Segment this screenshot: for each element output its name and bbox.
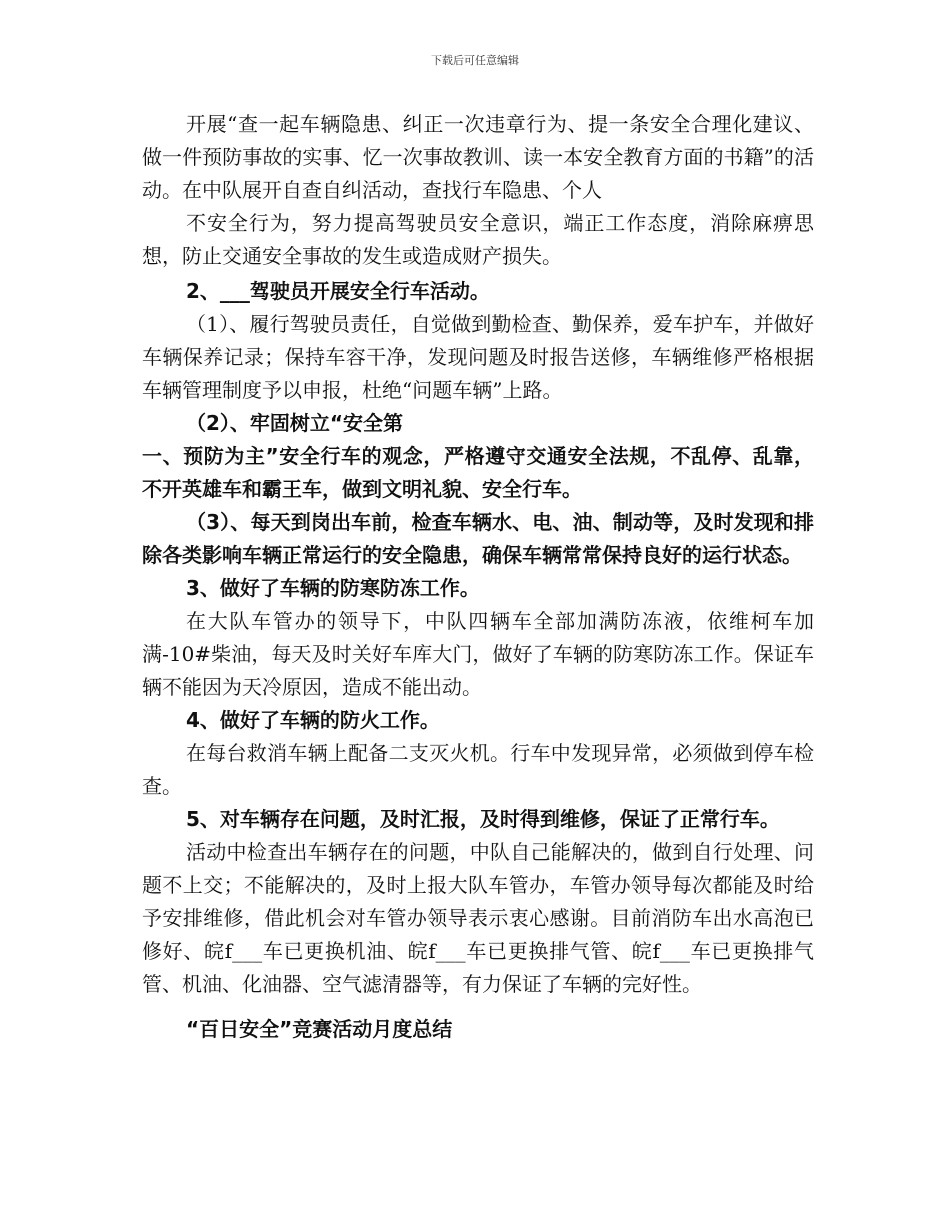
paragraph: 不安全行为，努力提高驾驶员安全意识，端正工作态度，消除麻痹思想，防止交通安全事故的发生或造成财产损失。	[142, 211, 814, 268]
paragraph: 在每台救消车辆上配备二支灭火机。行车中发现异常，必须做到停车检查。	[142, 741, 814, 798]
paragraph: 开展“查一起车辆隐患、纠正一次违章行为、提一条安全合理化建议、做一件预防事故的实事、忆一次事故教训、读一本安全教育方面的书籍”的活动。在中队展开自查自纠活动，查找行车隐患、个人	[142, 112, 814, 202]
section-heading: 3、做好了车辆的防寒防冻工作。	[186, 576, 480, 600]
document-body	[142, 108, 814, 1046]
paragraph: 在大队车管办的领导下，中队四辆车全部加满防冻液，依维柯车加满-10#柴油，每天及时关好车库大门，做好了车辆的防寒防冻工作。保证车辆不能因为天冷原因，造成不能出动。	[142, 609, 814, 699]
document-title: “百日安全”竞赛活动月度总结	[186, 1017, 453, 1041]
section-heading: 4、做好了车辆的防火工作。	[186, 708, 440, 732]
bold-paragraph: （2）、牢固树立“安全第	[186, 411, 404, 435]
section-heading: 5、对车辆存在问题，及时汇报，及时得到维修，保证了正常行车。	[186, 807, 780, 831]
bold-paragraph: 一、预防为主”安全行车的观念，严格遵守交通安全法规，不乱停、乱靠，不开英雄车和霸王车，做到文明礼貌、安全行车。	[142, 444, 814, 501]
paragraph: 活动中检查出车辆存在的问题，中队自己能解决的，做到自行处理、问题不上交；不能解决的，及时上报大队车管办，车管办领导每次都能及时给予安排维修，借此机会对车管办领导表示衷心感谢。目前消防车出水高泡已修好、皖f___车已更换机油、皖f___车已更换排气管、皖f___车已更换排气管、机油、化油器、空气滤清器等，有力保证了车辆的完好性。	[142, 840, 814, 996]
bold-paragraph: （3）、每天到岗出车前，检查车辆水、电、油、制动等，及时发现和排除各类影响车辆正常运行的安全隐患，确保车辆常常保持良好的运行状态。	[142, 510, 814, 567]
section-heading: 2、___驾驶员开展安全行车活动。	[186, 279, 490, 303]
page-header-note: 下载后可任意编辑	[431, 54, 519, 67]
paragraph: （1）、履行驾驶员责任，自觉做到勤检查、勤保养，爱车护车，并做好车辆保养记录；保持车容干净，发现问题及时报告送修，车辆维修严格根据车辆管理制度予以申报，杜绝“问题车辆”上路。	[142, 312, 814, 402]
